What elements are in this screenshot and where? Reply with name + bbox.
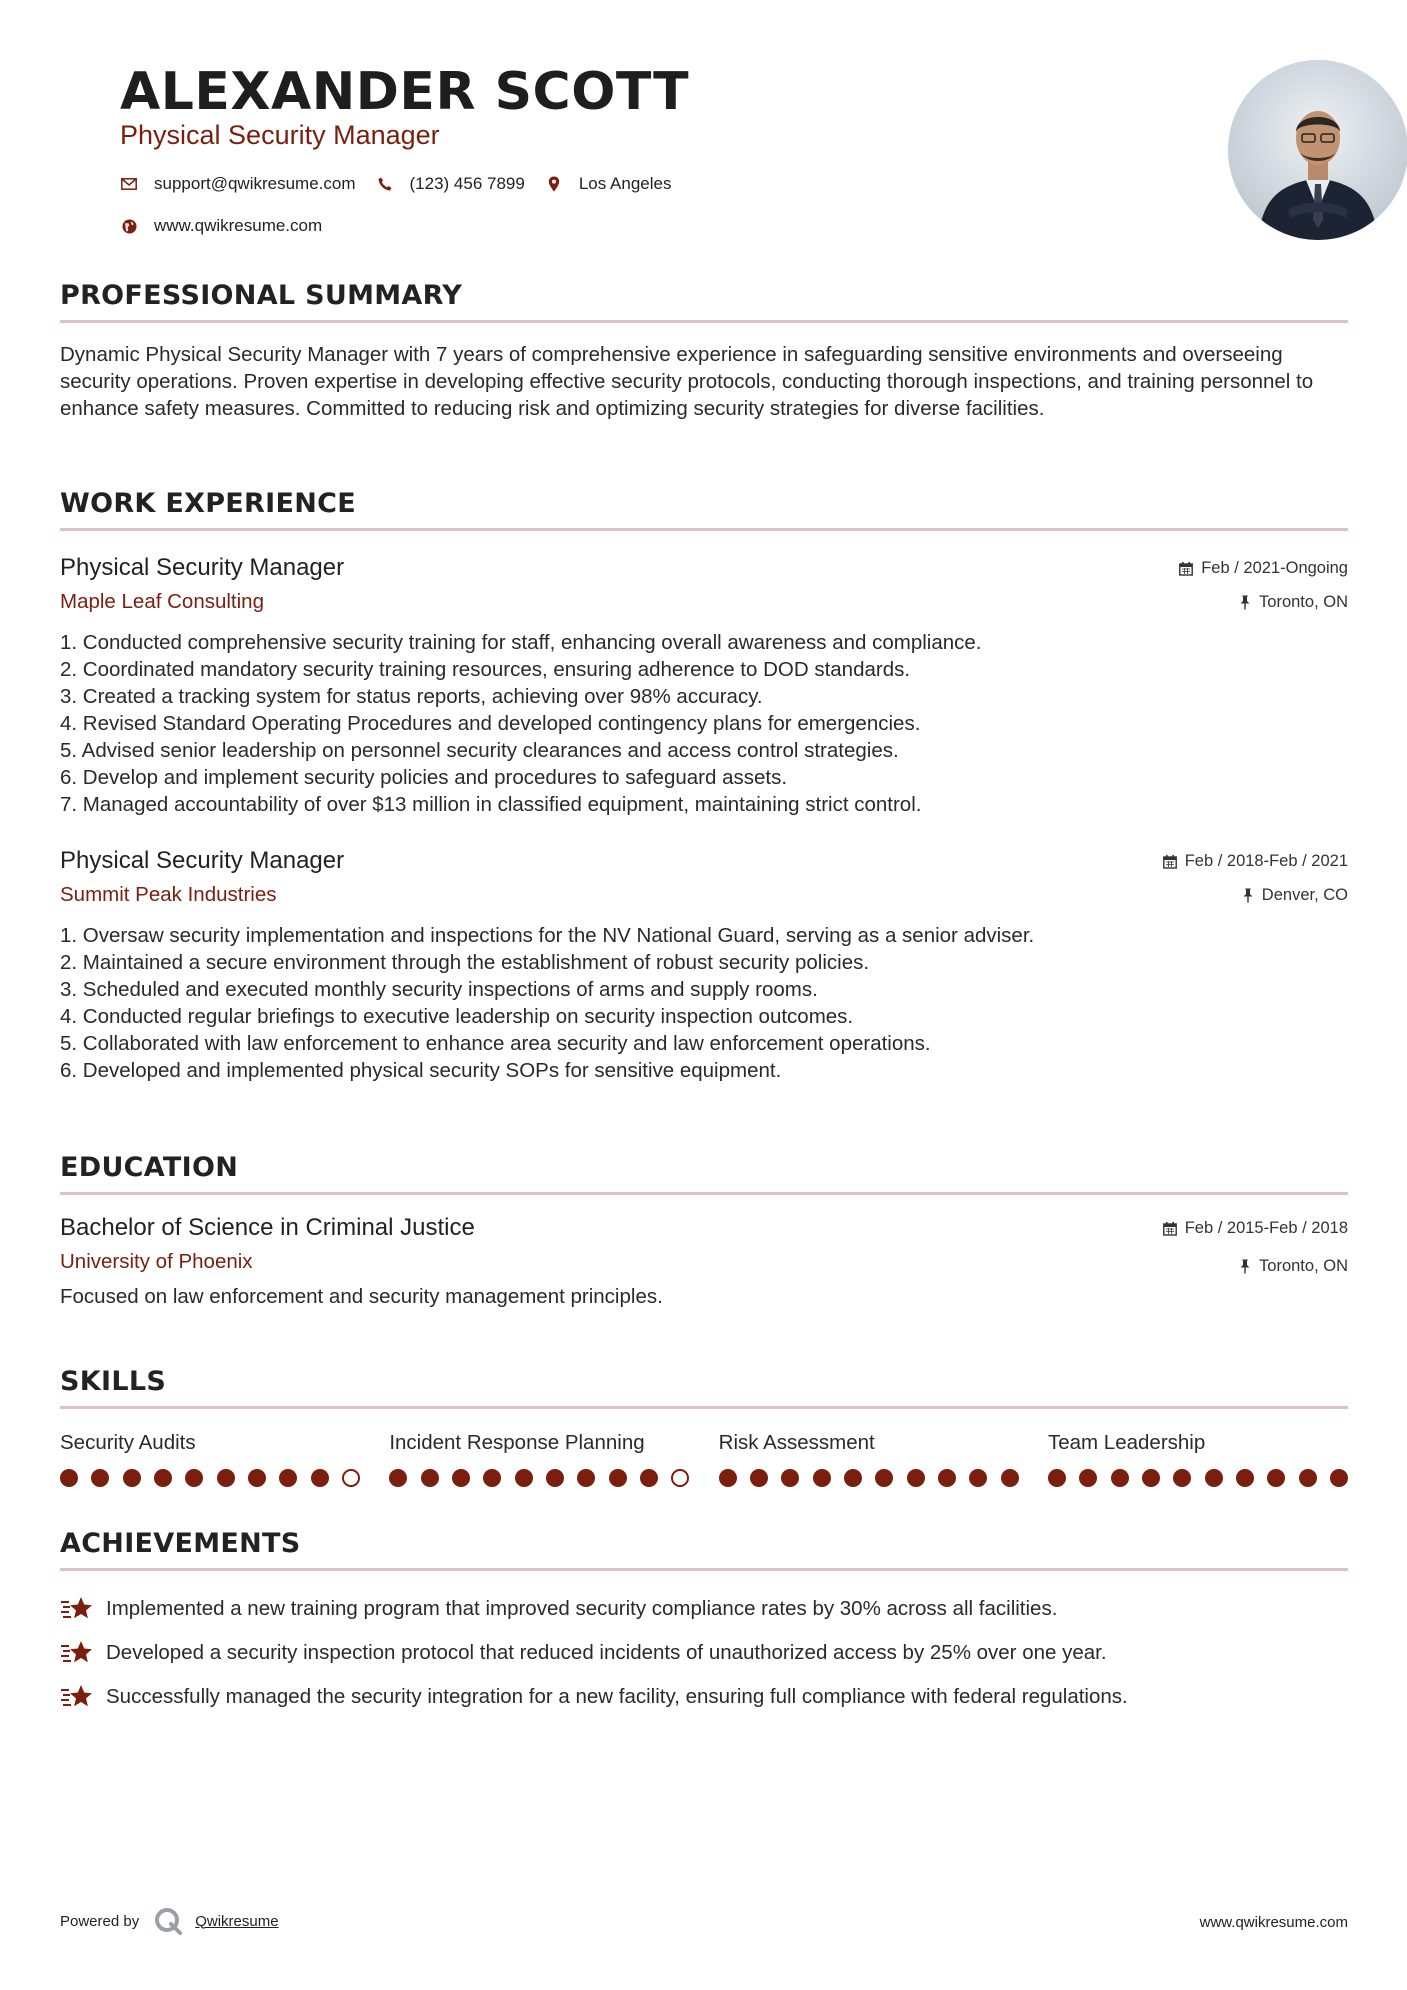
calendar-icon bbox=[1163, 855, 1177, 869]
skill-dot-filled bbox=[1330, 1469, 1348, 1487]
calendar-icon bbox=[1179, 562, 1193, 576]
qwikresume-link[interactable]: Qwikresume bbox=[195, 1912, 279, 1930]
qwikresume-logo-icon bbox=[153, 1906, 183, 1936]
skill-dot-filled bbox=[813, 1469, 831, 1487]
skill-dot-filled bbox=[185, 1469, 203, 1487]
job-title: Physical Security Manager bbox=[60, 847, 345, 874]
star-achievement-icon bbox=[60, 1682, 94, 1712]
experience-section bbox=[60, 488, 1348, 1084]
education-location bbox=[1239, 1257, 1348, 1276]
powered-by-label: Powered by bbox=[60, 1912, 140, 1930]
skill-item bbox=[719, 1431, 1019, 1487]
skill-dot-filled bbox=[781, 1469, 799, 1487]
skill-dot-filled bbox=[311, 1469, 329, 1487]
contact-website[interactable] bbox=[120, 216, 322, 236]
job-location-text: Toronto, ON bbox=[1259, 593, 1348, 611]
skill-dot-filled bbox=[452, 1469, 470, 1487]
list-item: 4. Revised Standard Operating Procedures and developed contingency plans for emergencies. bbox=[60, 712, 921, 735]
globe-icon bbox=[120, 217, 138, 235]
skill-name: Security Audits bbox=[60, 1431, 196, 1454]
email-text: support@qwikresume.com bbox=[154, 174, 356, 193]
skill-dot-filled bbox=[1001, 1469, 1019, 1487]
achievement-item bbox=[60, 1631, 1348, 1675]
list-item: 1. Oversaw security implementation and inspections for the NV National Guard, serving as a senior adviser. bbox=[60, 924, 1035, 947]
education-date bbox=[1163, 1219, 1348, 1238]
job-date bbox=[1179, 559, 1348, 578]
envelope-icon bbox=[120, 175, 138, 193]
skill-dot-filled bbox=[154, 1469, 172, 1487]
skills-list bbox=[60, 1431, 1348, 1487]
education-location-text: Toronto, ON bbox=[1259, 1257, 1348, 1275]
list-item: 6. Developed and implemented physical security SOPs for sensitive equipment. bbox=[60, 1059, 782, 1082]
education-entry bbox=[60, 1211, 1348, 1310]
education-description: Focused on law enforcement and security management principles. bbox=[60, 1285, 663, 1308]
list-item: 3. Created a tracking system for status reports, achieving over 98% accuracy. bbox=[60, 685, 763, 708]
skill-name: Risk Assessment bbox=[718, 1431, 875, 1454]
job-location-text: Denver, CO bbox=[1261, 886, 1348, 904]
skill-dot-filled bbox=[844, 1469, 862, 1487]
list-item: 2. Maintained a secure environment through the establishment of robust security policies. bbox=[60, 951, 870, 974]
job-company: Maple Leaf Consulting bbox=[60, 590, 264, 613]
phone-icon bbox=[376, 175, 394, 193]
job-company: Summit Peak Industries bbox=[60, 883, 277, 906]
skill-dot-filled bbox=[217, 1469, 235, 1487]
skill-dot-filled bbox=[640, 1469, 658, 1487]
phone-text: (123) 456 7899 bbox=[409, 174, 525, 193]
job-date-text: Feb / 2021-Ongoing bbox=[1201, 559, 1348, 577]
skill-dot-filled bbox=[1048, 1469, 1066, 1487]
website-text: www.qwikresume.com bbox=[154, 216, 323, 235]
pushpin-icon bbox=[1239, 595, 1251, 610]
skill-dot-filled bbox=[1267, 1469, 1285, 1487]
list-item: 2. Coordinated mandatory security training resources, ensuring adherence to DOD standards. bbox=[60, 658, 911, 681]
star-achievement-icon bbox=[60, 1594, 94, 1624]
list-item: 5. Collaborated with law enforcement to enhance area security and law enforcement operations. bbox=[60, 1032, 931, 1055]
skill-dot-filled bbox=[750, 1469, 768, 1487]
page-footer bbox=[60, 1900, 1348, 1936]
skill-dot-filled bbox=[91, 1469, 109, 1487]
section-divider bbox=[60, 1406, 1348, 1409]
list-item: 6. Develop and implement security policies and procedures to safeguard assets. bbox=[60, 766, 788, 789]
skill-item bbox=[60, 1431, 360, 1487]
skill-dot-filled bbox=[389, 1469, 407, 1487]
skill-dot-filled bbox=[1299, 1469, 1317, 1487]
achievement-text: Implemented a new training program that improved security compliance rates by 30% across all facilities. bbox=[106, 1597, 1058, 1620]
pushpin-icon bbox=[1242, 888, 1254, 903]
skill-dot-filled bbox=[1111, 1469, 1129, 1487]
list-item: 3. Scheduled and executed monthly security inspections of arms and supply rooms. bbox=[60, 978, 818, 1001]
skill-dot-filled bbox=[60, 1469, 78, 1487]
section-divider bbox=[60, 1192, 1348, 1195]
map-pin-icon bbox=[545, 175, 563, 193]
achievements-heading: ACHIEVEMENTS bbox=[60, 1528, 301, 1559]
skill-dot-filled bbox=[279, 1469, 297, 1487]
skill-dot-filled bbox=[875, 1469, 893, 1487]
summary-section bbox=[60, 280, 1348, 422]
list-item: 4. Conducted regular briefings to executive leadership on security inspection outcomes. bbox=[60, 1005, 854, 1028]
contact-phone[interactable] bbox=[376, 174, 525, 194]
job-date-text: Feb / 2018-Feb / 2021 bbox=[1184, 852, 1348, 870]
skill-dot-filled bbox=[907, 1469, 925, 1487]
contact-location bbox=[545, 174, 672, 194]
school-name: University of Phoenix bbox=[60, 1250, 253, 1273]
skill-dot-filled bbox=[483, 1469, 501, 1487]
job-location bbox=[1242, 886, 1348, 905]
skill-dot-filled bbox=[546, 1469, 564, 1487]
achievement-item bbox=[60, 1587, 1348, 1631]
skill-dot-filled bbox=[1142, 1469, 1160, 1487]
candidate-title: Physical Security Manager bbox=[120, 120, 440, 150]
education-date-text: Feb / 2015-Feb / 2018 bbox=[1184, 1219, 1348, 1237]
profile-photo bbox=[1228, 60, 1407, 240]
achievements-section bbox=[60, 1528, 1348, 1719]
section-divider bbox=[60, 528, 1348, 531]
skill-dot-filled bbox=[577, 1469, 595, 1487]
skill-rating bbox=[1048, 1469, 1348, 1487]
skill-dot-filled bbox=[1205, 1469, 1223, 1487]
skills-section bbox=[60, 1366, 1348, 1487]
contact-email[interactable] bbox=[120, 174, 356, 194]
list-item: 7. Managed accountability of over $13 million in classified equipment, maintaining strict control. bbox=[60, 793, 922, 816]
summary-heading: PROFESSIONAL SUMMARY bbox=[60, 280, 463, 311]
skill-dot-empty bbox=[342, 1469, 360, 1487]
experience-heading: WORK EXPERIENCE bbox=[60, 488, 356, 519]
skill-dot-filled bbox=[123, 1469, 141, 1487]
achievements-list bbox=[60, 1587, 1348, 1719]
resume-header bbox=[60, 0, 1347, 248]
powered-by bbox=[60, 1906, 279, 1936]
section-divider bbox=[60, 1568, 1348, 1571]
achievement-item bbox=[60, 1675, 1348, 1719]
skill-dot-filled bbox=[719, 1469, 737, 1487]
skill-dot-empty bbox=[671, 1469, 689, 1487]
job-date bbox=[1163, 852, 1348, 871]
location-text: Los Angeles bbox=[578, 174, 672, 193]
job-entry bbox=[60, 844, 1348, 1084]
summary-text: Dynamic Physical Security Manager with 7 years of comprehensive experience in safeguarding sensitive environments and overseeing security operations. Proven expertise in developing effective security protocols, conducting thorough inspections, and training personnel to enhance safety measures. Committed to reducing risk and optimizing security strategies for diverse facilities. bbox=[60, 343, 1314, 420]
job-entry bbox=[60, 551, 1348, 818]
skill-dot-filled bbox=[1236, 1469, 1254, 1487]
achievement-text: Successfully managed the security integration for a new facility, ensuring full compliance with federal regulations. bbox=[106, 1685, 1128, 1708]
star-achievement-icon bbox=[60, 1638, 94, 1668]
education-heading: EDUCATION bbox=[60, 1152, 239, 1183]
skill-name: Team Leadership bbox=[1047, 1431, 1206, 1454]
skill-dot-filled bbox=[938, 1469, 956, 1487]
footer-url[interactable]: www.qwikresume.com bbox=[1199, 1914, 1348, 1931]
pushpin-icon bbox=[1239, 1259, 1251, 1274]
skill-dot-filled bbox=[515, 1469, 533, 1487]
list-item: 5. Advised senior leadership on personnel security clearances and access control strategies. bbox=[60, 739, 899, 762]
skill-dot-filled bbox=[609, 1469, 627, 1487]
candidate-name: ALEXANDER SCOTT bbox=[120, 62, 690, 122]
skill-dot-filled bbox=[1079, 1469, 1097, 1487]
skills-heading: SKILLS bbox=[60, 1366, 167, 1397]
job-location bbox=[1239, 593, 1348, 612]
job-bullet-list bbox=[60, 922, 1348, 1084]
education-section bbox=[60, 1152, 1348, 1310]
skill-rating bbox=[60, 1469, 360, 1487]
job-title: Physical Security Manager bbox=[60, 554, 345, 581]
skill-dot-filled bbox=[421, 1469, 439, 1487]
list-item: 1. Conducted comprehensive security training for staff, enhancing overall awareness and compliance. bbox=[60, 631, 982, 654]
section-divider bbox=[60, 320, 1348, 323]
skill-dot-filled bbox=[248, 1469, 266, 1487]
contact-info bbox=[120, 172, 691, 256]
calendar-icon bbox=[1163, 1222, 1177, 1236]
skill-item bbox=[1048, 1431, 1348, 1487]
job-bullet-list bbox=[60, 629, 1348, 818]
skill-dot-filled bbox=[969, 1469, 987, 1487]
skill-item bbox=[389, 1431, 689, 1487]
skill-dot-filled bbox=[1173, 1469, 1191, 1487]
skill-rating bbox=[719, 1469, 1019, 1487]
skill-name: Incident Response Planning bbox=[389, 1431, 645, 1454]
achievement-text: Developed a security inspection protocol that reduced incidents of unauthorized access by 25% over one year. bbox=[106, 1641, 1107, 1664]
skill-rating bbox=[389, 1469, 689, 1487]
degree-title: Bachelor of Science in Criminal Justice bbox=[60, 1214, 475, 1241]
